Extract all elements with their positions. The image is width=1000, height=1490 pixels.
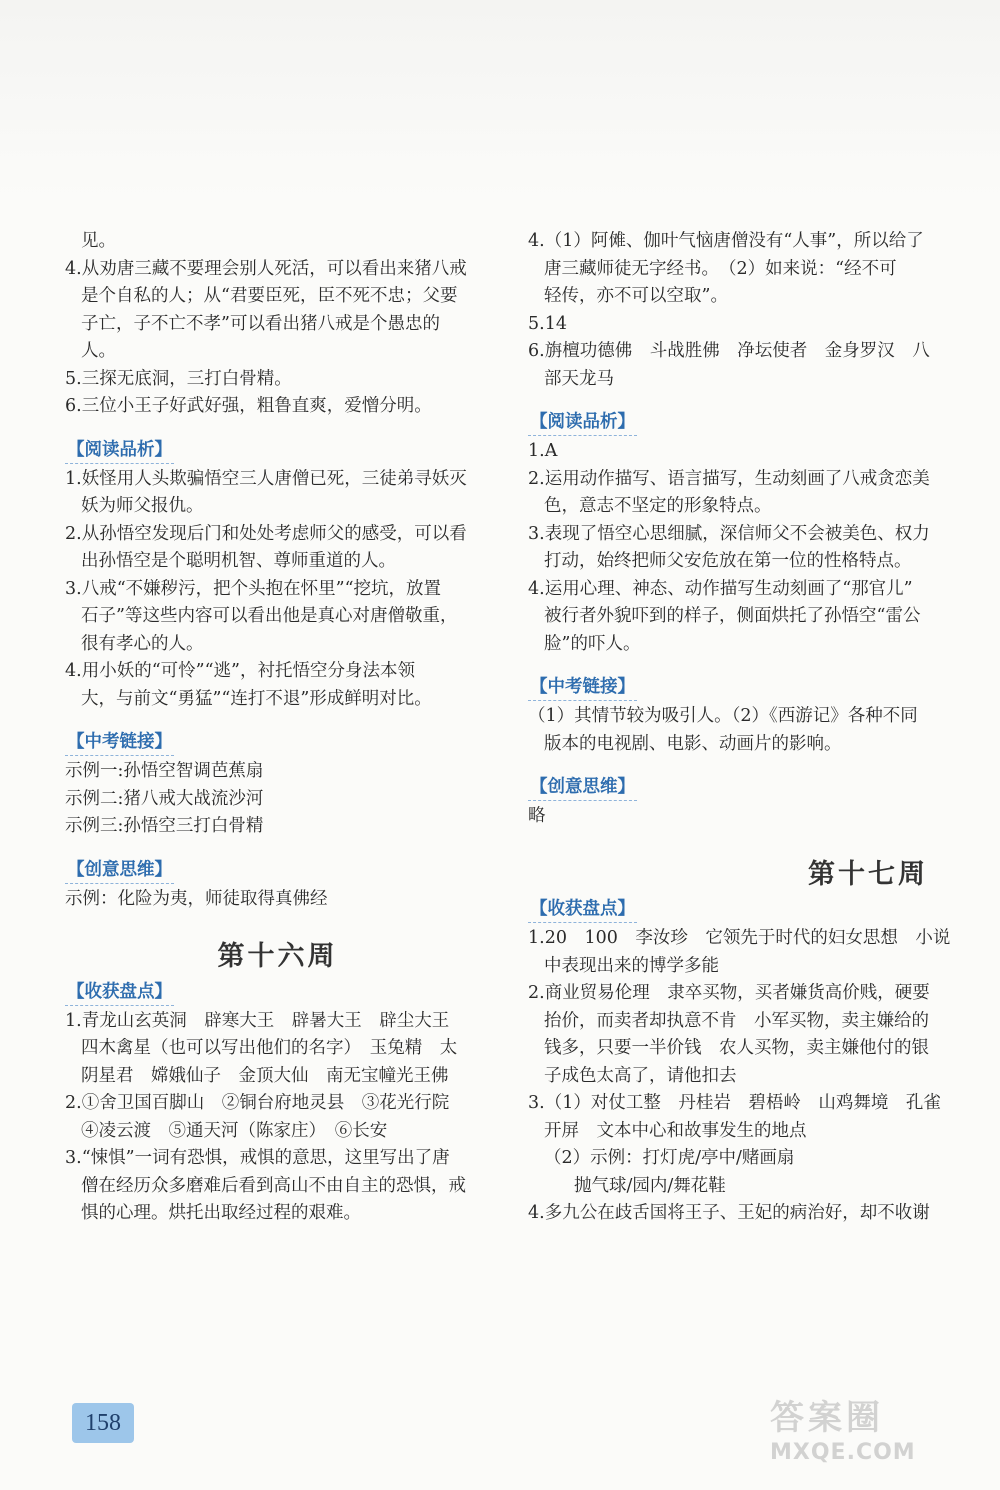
text-line: 唐三藏师徒无字经书。 （2）如来说：“经不可 [544, 258, 897, 279]
text-line: 4.从劝唐三藏不要理会别人死活，可以看出来猪八戒 [65, 258, 467, 279]
section-heading-exam: 【中考链接】 [65, 729, 174, 756]
text-line: 开屏 文本中心和故事发生的地点 [544, 1120, 807, 1141]
text-line: 人。 [81, 341, 116, 361]
text-line: 子亡，子不亡不孝”可以看出猪八戒是个愚忠的 [81, 313, 440, 334]
text-line: 示例：化险为夷，师徒取得真佛经 [65, 888, 328, 909]
text-line: 2.①舍卫国百脚山 ②铜台府地灵县 ③花光行院 [65, 1093, 450, 1113]
text-line: 部天龙马 [544, 368, 614, 389]
left-column [65, 228, 490, 1228]
left-reading-block [65, 466, 490, 714]
text-line: （1）其情节较为吸引人。（2）《西游记》各种不同 [528, 706, 918, 726]
text-line: 中表现出来的博学多能 [544, 955, 719, 976]
text-line: 3.（1）对仗工整 丹桂岩 碧梧岭 山鸡舞境 孔雀 [528, 1093, 941, 1113]
week-title: 第十六周 [217, 941, 338, 972]
text-line: 是个自私的人；从“君要臣死，臣不死不忠；父要 [81, 286, 458, 306]
text-line: 略 [528, 806, 546, 826]
left-exam-block [65, 758, 490, 841]
text-line: 妖为师父报仇。 [81, 496, 204, 516]
text-line: 打动，始终把师父安危放在第一位的性格特点。 [544, 551, 912, 571]
text-line: 5.三探无底洞，三打白骨精。 [65, 368, 292, 389]
text-line: 3.表现了悟空心思细腻，深信师父不会被美色、权力 [528, 523, 930, 544]
text-line: 见。 [81, 231, 116, 251]
watermark [770, 1396, 960, 1482]
text-line: 脸”的吓人。 [544, 633, 641, 654]
week-title: 第十七周 [808, 858, 928, 890]
text-line: 示例三:孙悟空三打白骨精 [65, 816, 264, 836]
text-line: 4.用小妖的“可怜”“逃”，衬托悟空分身法本领 [65, 661, 415, 681]
text-line: 惧的心理。烘托出取经过程的艰难。 [81, 1203, 361, 1223]
text-line: 3.八戒“不嫌秽污，把个头抱在怀里”“挖坑，放置 [65, 578, 442, 599]
text-line: 子成色太高了，请他扣去 [544, 1065, 737, 1086]
text-line: 1.20 100 李汝珍 它领先于时代的妇女思想 小说 [528, 928, 951, 948]
text-line: 2.商业贸易伦理 隶卒买物，买者嫌货高价贱，硬要 [528, 983, 930, 1003]
text-line: ④凌云渡 ⑤通天河（陈家庄） ⑥长安 [81, 1120, 388, 1141]
text-line: 轻传，亦不可以空取”。 [544, 286, 728, 306]
text-line: 僧在经历众多磨难后看到高山不由自主的恐惧，戒 [81, 1175, 466, 1196]
text-line: 5.14 [528, 313, 567, 334]
section-heading-reading: 【阅读品析】 [528, 409, 637, 436]
text-line: 6.旃檀功德佛 斗战胜佛 净坛使者 金身罗汉 八 [528, 341, 930, 361]
right-intro-block [528, 228, 948, 393]
text-line: 2.运用动作描写、语言描写，生动刻画了八戒贪恋美 [528, 468, 930, 489]
left-creative-block [65, 886, 490, 914]
text-line: 抬价，而卖者却执意不肯 小军买物，卖主嫌给的 [544, 1010, 929, 1031]
right-column [528, 228, 951, 1228]
section-heading-harvest: 【收获盘点】 [528, 896, 637, 923]
text-line: 4.运用心理、神态、动作描写生动刻画了“那官儿” [528, 578, 913, 599]
text-line: 版本的电视剧、电影、动画片的影响。 [544, 733, 842, 754]
text-line: 4.（1）阿傩、伽叶气恼唐僧没有“人事”，所以给了 [528, 231, 924, 251]
text-line: 1.青龙山玄英洞 辟寒大王 辟暑大王 辟尘大王 [65, 1010, 450, 1031]
text-line: 钱多，只要一半价钱 农人买物，卖主嫌他付的银 [544, 1038, 929, 1058]
text-line: 示例二:猪八戒大战流沙河 [65, 788, 264, 809]
section-heading-creative: 【创意思维】 [528, 774, 637, 801]
text-line: 很有孝心的人。 [81, 633, 204, 654]
text-line: 抛气球/园内/舞花鞋 [574, 1175, 726, 1196]
text-line: 4.多九公在歧舌国将王子、王妃的病治好，却不收谢 [528, 1203, 930, 1223]
text-line: 1.妖怪用人头欺骗悟空三人唐僧已死，三徒弟寻妖灭 [65, 468, 467, 489]
text-line: 阴星君 嫦娥仙子 金顶大仙 南无宝幢光王佛 [81, 1065, 449, 1086]
right-exam-block [528, 703, 948, 758]
section-heading-creative: 【创意思维】 [65, 857, 174, 884]
left-intro-block [65, 228, 490, 421]
text-line: 出孙悟空是个聪明机智、尊师重道的人。 [81, 551, 396, 571]
left-harvest-block [65, 1008, 490, 1228]
text-line: 3.“悚惧”一词有恐惧，戒惧的意思，这里写出了唐 [65, 1148, 450, 1168]
section-heading-exam: 【中考链接】 [528, 674, 637, 701]
page-number-badge: 158 [72, 1403, 134, 1443]
right-reading-block [528, 438, 948, 658]
text-line: 被行者外貌吓到的样子，侧面烘托了孙悟空“雷公 [544, 606, 921, 626]
right-harvest-block [528, 925, 951, 1228]
text-line: 色，意志不坚定的形象特点。 [544, 496, 772, 516]
watermark-url: MXQE.COM [770, 1440, 916, 1465]
text-line: 2.从孙悟空发现后门和处处考虑师父的感受，可以看 [65, 523, 467, 544]
text-line: 四木禽星（也可以写出他们的名字） 玉兔精 太 [81, 1038, 458, 1058]
text-line: 大，与前文“勇猛”“连打不退”形成鲜明对比。 [81, 688, 432, 709]
text-line: 6.三位小王子好武好强，粗鲁直爽，爱憎分明。 [65, 396, 432, 416]
right-creative-block [528, 803, 948, 831]
text-line: （2）示例：打灯虎/亭中/赌画扇 [544, 1148, 795, 1168]
watermark-title: 答案圈 [770, 1398, 884, 1438]
section-heading-harvest: 【收获盘点】 [65, 979, 174, 1006]
text-line: 1.A [528, 441, 558, 461]
text-line: 示例一:孙悟空智调芭蕉扇 [65, 761, 264, 781]
section-heading-reading: 【阅读品析】 [65, 437, 174, 464]
page-top-margin [0, 0, 1000, 200]
text-line: 石子”等这些内容可以看出他是真心对唐僧敬重， [81, 606, 458, 626]
